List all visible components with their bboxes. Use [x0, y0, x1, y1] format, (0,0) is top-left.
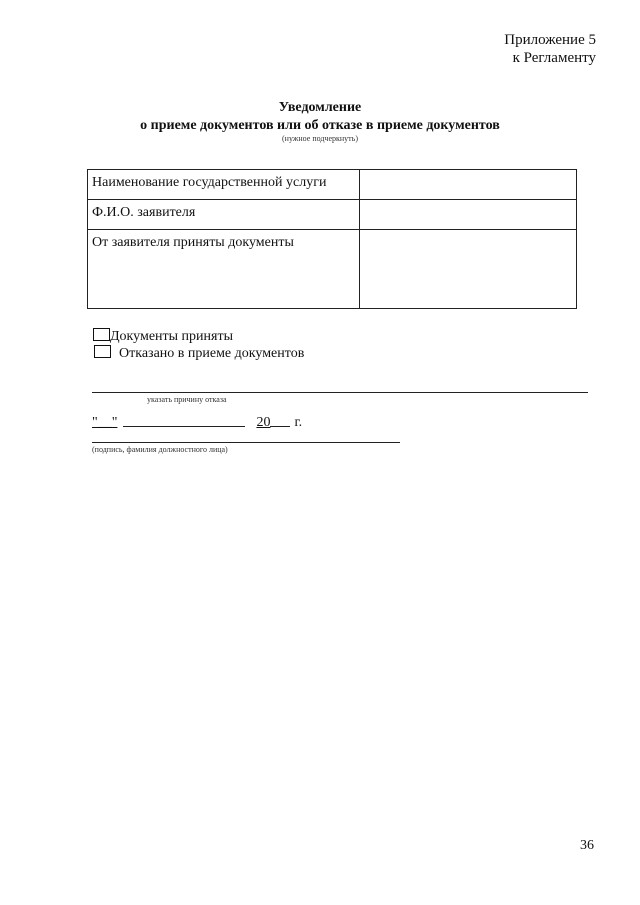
applicant-info-table [87, 169, 577, 309]
appendix-number: Приложение 5 [504, 32, 596, 48]
document-title: Уведомление [278, 100, 362, 115]
refusal-reason-line[interactable] [92, 392, 588, 393]
applicant-name-value[interactable] [360, 200, 577, 230]
table-row [88, 200, 577, 230]
table-row [88, 170, 577, 200]
option-refused[interactable] [94, 345, 304, 362]
page-number: 36 [580, 838, 594, 853]
date-year-blank[interactable] [270, 413, 290, 427]
date-year-prefix: 20 [256, 415, 271, 430]
date-row [92, 413, 302, 431]
accepted-label: Документы приняты [110, 329, 233, 344]
option-documents-accepted[interactable] [93, 328, 233, 345]
date-day[interactable]: "__" [92, 415, 118, 430]
title-note: (нужное подчеркнуть) [282, 134, 358, 143]
signature-line[interactable] [92, 442, 400, 443]
document-subtitle: о приеме документов или об отказе в приеме документов [140, 118, 500, 133]
date-month-blank[interactable] [123, 413, 245, 427]
documents-received-label: От заявителя приняты документы [88, 230, 360, 309]
refused-checkbox[interactable] [94, 345, 111, 358]
refusal-reason-note: указать причину отказа [147, 395, 227, 404]
service-name-value[interactable] [360, 170, 577, 200]
appendix-reference [504, 31, 596, 67]
signature-note: (подпись, фамилия должностного лица) [92, 445, 228, 454]
appendix-regulation: к Регламенту [512, 50, 596, 66]
applicant-name-label: Ф.И.О. заявителя [88, 200, 360, 230]
accepted-checkbox[interactable] [93, 328, 110, 341]
table-row [88, 230, 577, 309]
service-name-label: Наименование государственной услуги [88, 170, 360, 200]
documents-received-value[interactable] [360, 230, 577, 309]
date-year-suffix: г. [294, 415, 303, 430]
refused-label: Отказано в приеме документов [119, 346, 305, 361]
